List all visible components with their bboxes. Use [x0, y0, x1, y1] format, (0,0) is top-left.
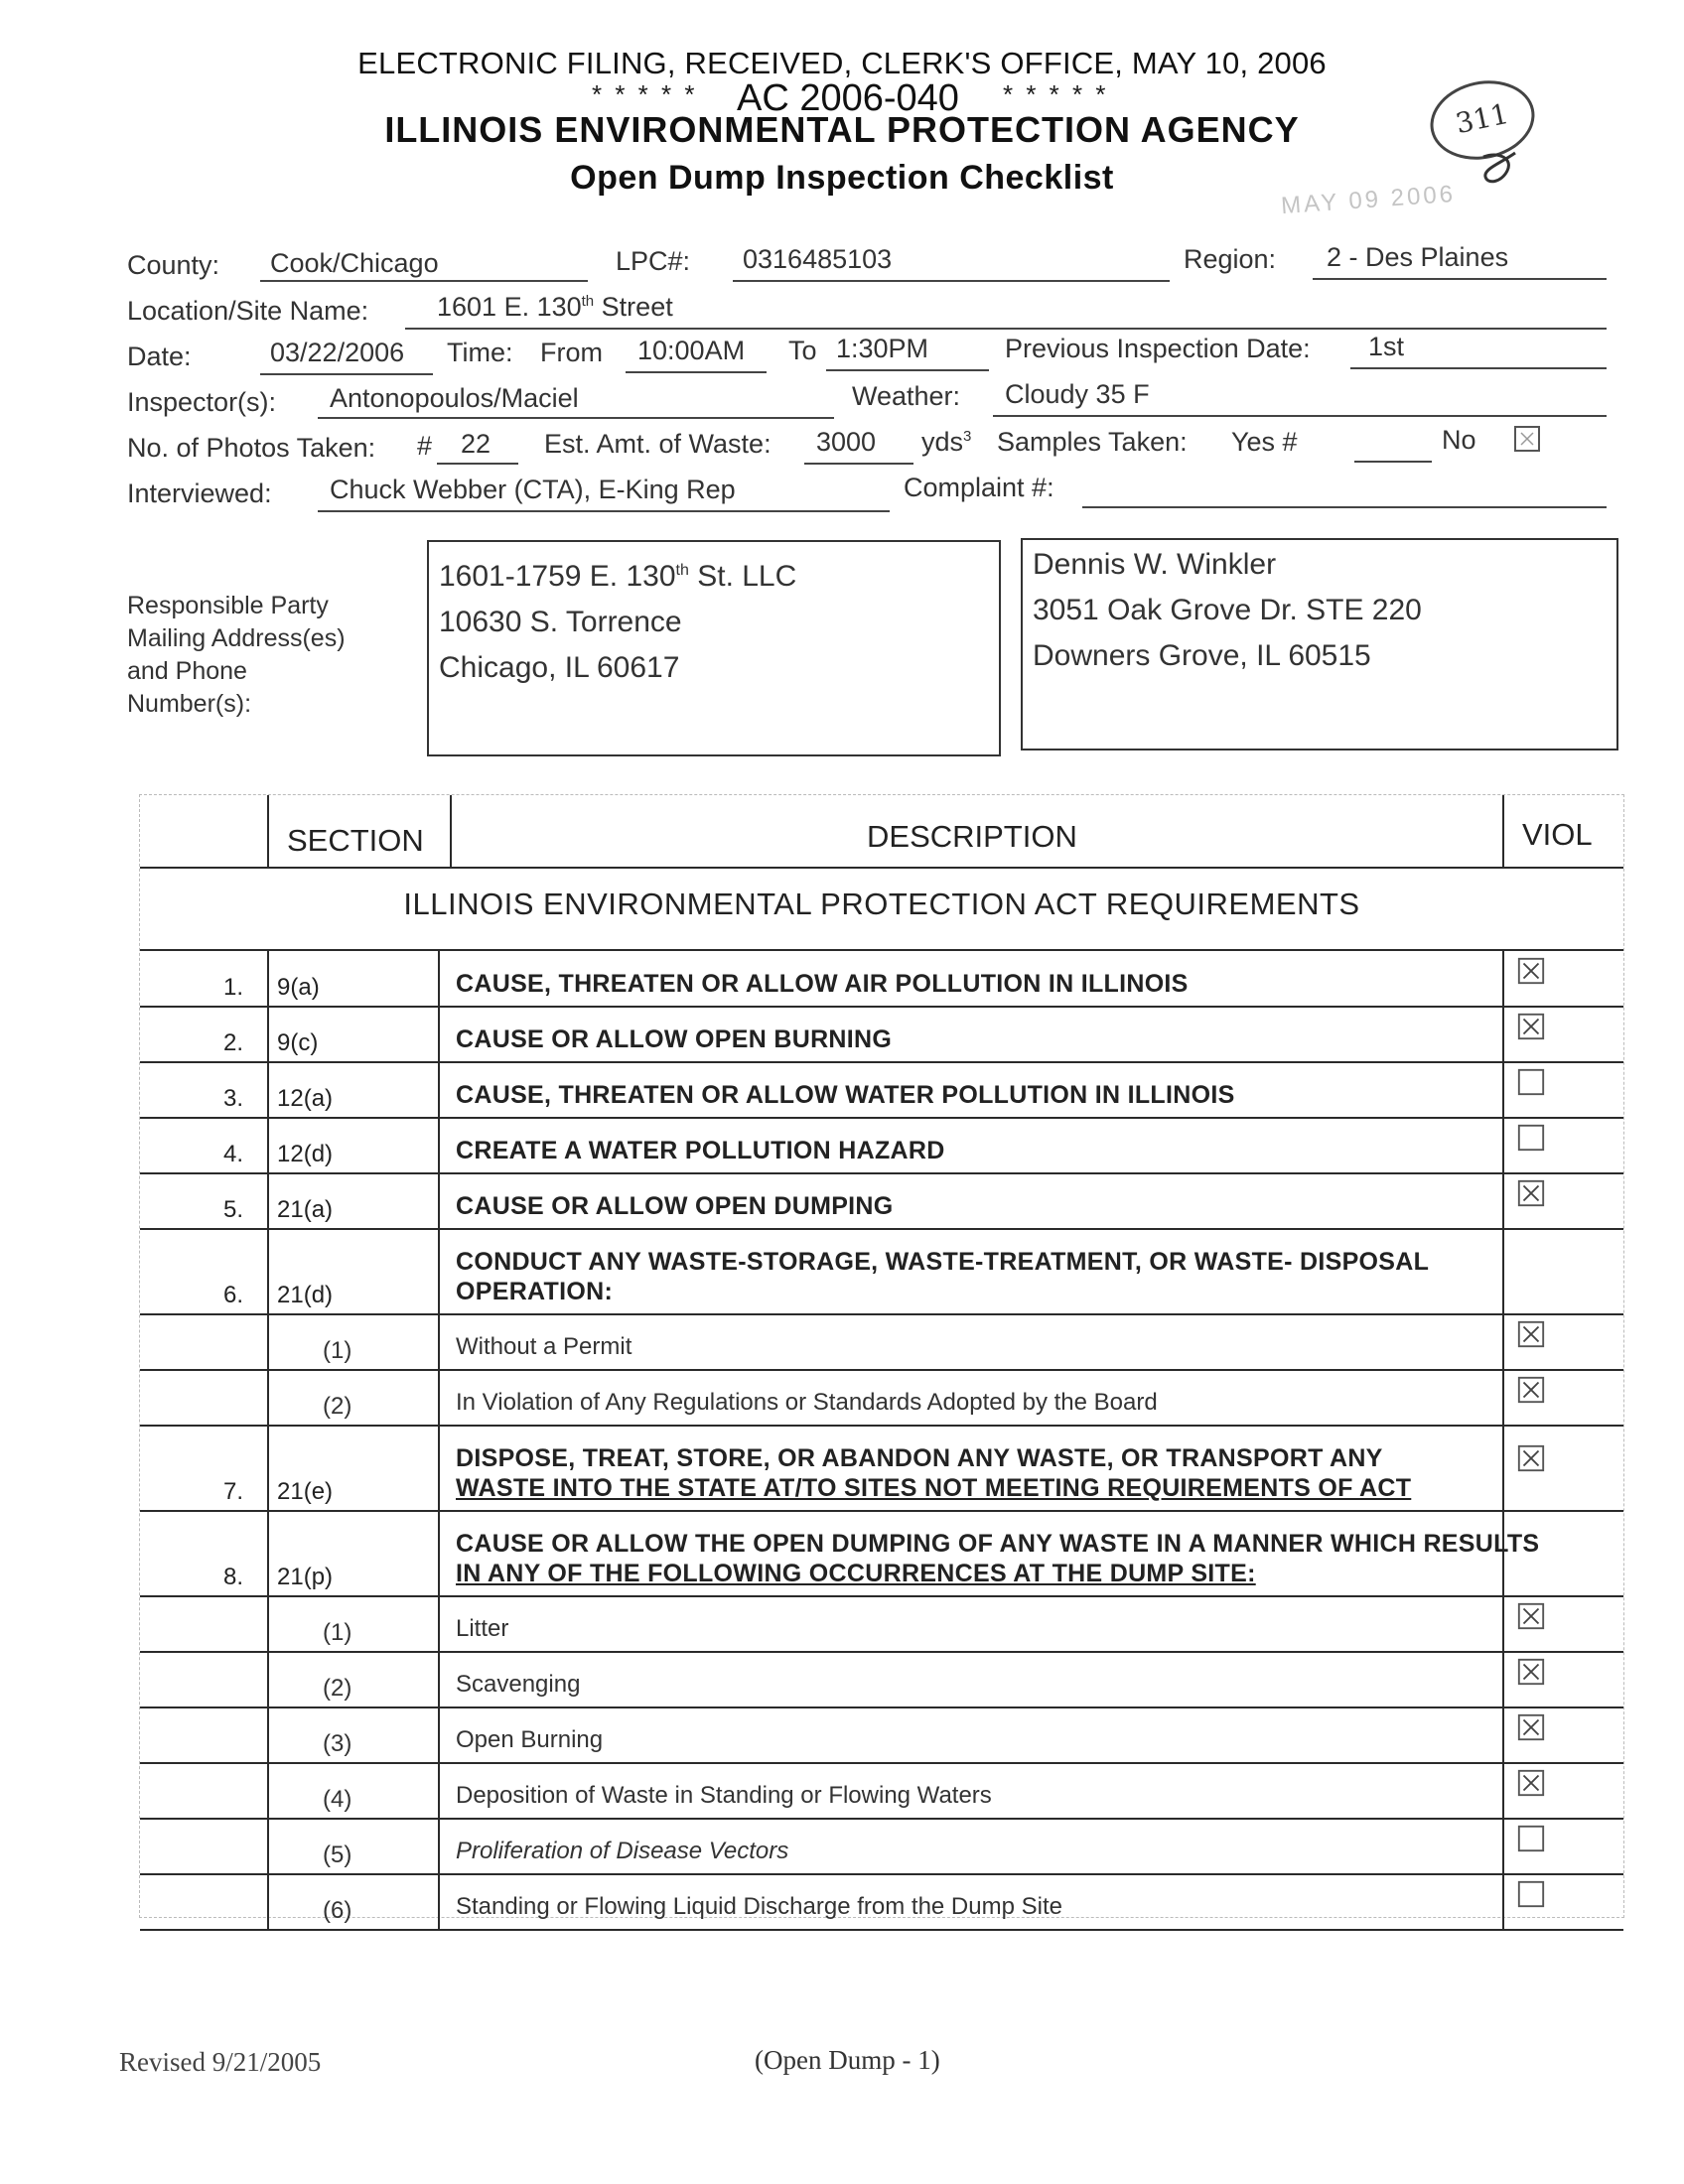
party1-line3: Chicago, IL 60617: [439, 651, 680, 684]
rule: [267, 950, 269, 1006]
stars-right: * * * * *: [1003, 79, 1109, 109]
rule: [267, 1369, 269, 1425]
rule: [267, 1313, 269, 1369]
rule: [438, 1595, 440, 1651]
row-number: 2.: [222, 1029, 243, 1056]
photos-hash: #: [417, 431, 433, 461]
row-description: CAUSE OR ALLOW OPEN DUMPING: [456, 1192, 894, 1220]
rule: [1502, 1706, 1504, 1762]
violation-checkbox-checked[interactable]: [1516, 1443, 1546, 1473]
table-row: [140, 1818, 1623, 1873]
rule: [1502, 1172, 1504, 1228]
lpc-underline: [733, 280, 1170, 282]
received-date-stamp: MAY 09 2006: [1280, 180, 1457, 220]
rule: [438, 1706, 440, 1762]
table-row: [140, 950, 1623, 1006]
row-subsection: (4): [323, 1786, 352, 1813]
location-value: [437, 292, 673, 323]
row-description: Standing or Flowing Liquid Discharge from the Dump Site: [456, 1893, 1062, 1920]
table-row: [140, 1595, 1623, 1651]
revised-date: Revised 9/21/2005: [119, 2047, 322, 2077]
rule: [267, 1510, 269, 1595]
violation-checkbox-checked[interactable]: [1516, 956, 1546, 986]
requirements-table: [139, 794, 1624, 1924]
rule: [267, 1117, 269, 1172]
location-label: Location/Site Name:: [127, 296, 369, 326]
to-label: To: [788, 336, 817, 365]
rule: [1502, 1425, 1504, 1510]
row-section: 21(a): [277, 1196, 334, 1223]
row-description: CAUSE OR ALLOW OPEN BURNING: [456, 1025, 893, 1053]
requirements-group-title: ILLINOIS ENVIRONMENTAL PROTECTION ACT REQUIREMENTS: [403, 887, 1360, 921]
rule: [438, 1818, 440, 1873]
row-number: 5.: [222, 1196, 243, 1223]
lpc-label: LPC#:: [616, 246, 691, 276]
rule: [1502, 950, 1504, 1006]
rule: [267, 1425, 269, 1510]
rp-label-line: Mailing Address(es): [127, 624, 346, 652]
county-label: County:: [127, 250, 220, 280]
table-row: [140, 1510, 1623, 1595]
violation-checkbox-empty[interactable]: [1516, 1123, 1546, 1153]
page-label: (Open Dump - 1): [755, 2045, 940, 2075]
row-description: CREATE A WATER POLLUTION HAZARD: [456, 1137, 945, 1164]
row-section: 9(a): [277, 974, 320, 1001]
stars-left: * * * * *: [592, 79, 698, 109]
table-row: [140, 1172, 1623, 1228]
waste-unit-sup: 3: [963, 428, 972, 445]
rule: [438, 1873, 440, 1929]
weather-underline: [993, 415, 1607, 417]
table-row: [140, 1006, 1623, 1061]
rule: [267, 1172, 269, 1228]
row-description: Deposition of Waste in Standing or Flowing Waters: [456, 1782, 992, 1809]
from-label: From: [540, 338, 603, 367]
samples-no-checkbox[interactable]: [1513, 425, 1541, 453]
table-row: [140, 1313, 1623, 1369]
party1-sup: th: [675, 562, 689, 579]
row-description: Proliferation of Disease Vectors: [456, 1838, 789, 1864]
row-subsection: (1): [323, 1619, 352, 1646]
row-description-line1: CONDUCT ANY WASTE-STORAGE, WASTE-TREATMENT, OR WASTE- DISPOSAL: [456, 1248, 1430, 1276]
col-section-header: SECTION: [287, 823, 424, 858]
col-description-header: DESCRIPTION: [867, 819, 1077, 854]
row-description: In Violation of Any Regulations or Standards Adopted by the Board: [456, 1389, 1158, 1416]
party1-street: 1601-1759 E. 130: [439, 560, 676, 593]
inspectors-underline: [318, 417, 834, 419]
complaint-label: Complaint #:: [904, 473, 1054, 502]
row-section: 9(c): [277, 1029, 319, 1056]
rule: [267, 1595, 269, 1651]
weather-label: Weather:: [852, 381, 961, 411]
inspectors-label: Inspector(s):: [127, 387, 277, 417]
initial-mark-icon: [1479, 149, 1519, 191]
time-from-value: 10:00AM: [637, 336, 746, 365]
rule: [438, 1061, 440, 1117]
row-description-line2: OPERATION:: [456, 1278, 614, 1305]
rule: [438, 1369, 440, 1425]
row-description-line2: IN ANY OF THE FOLLOWING OCCURRENCES AT THE DUMP SITE:: [456, 1560, 1256, 1587]
time-from-underline: [626, 371, 767, 373]
row-number: 3.: [222, 1085, 243, 1112]
previous-inspection-underline: [1350, 367, 1607, 369]
rule: [1502, 795, 1504, 867]
region-label: Region:: [1184, 244, 1277, 274]
table-row: [140, 1117, 1623, 1172]
row-description: Without a Permit: [456, 1333, 632, 1360]
location-suffix: Street: [601, 292, 673, 322]
county-value: Cook/Chicago: [270, 248, 439, 278]
row-description-line1: CAUSE OR ALLOW THE OPEN DUMPING OF ANY WASTE IN A MANNER WHICH RESULTS: [456, 1530, 1540, 1558]
rule: [267, 1818, 269, 1873]
rule: [267, 1762, 269, 1818]
row-description: CAUSE, THREATEN OR ALLOW WATER POLLUTION IN ILLINOIS: [456, 1081, 1235, 1109]
col-viol-header: VIOL: [1522, 817, 1593, 852]
row-number: 7.: [222, 1478, 243, 1505]
responsible-party-box-1: [427, 540, 1001, 756]
row-description: Scavenging: [456, 1671, 581, 1698]
row-description-line1: DISPOSE, TREAT, STORE, OR ABANDON ANY WASTE, OR TRANSPORT ANY: [456, 1444, 1383, 1472]
rule: [267, 1651, 269, 1706]
party1-line2: 10630 S. Torrence: [439, 606, 682, 638]
rule: [438, 1117, 440, 1172]
rule: [1502, 1313, 1504, 1369]
rule: [1502, 1595, 1504, 1651]
waste-unit-text: yds: [921, 427, 964, 457]
photos-label: No. of Photos Taken:: [127, 433, 376, 463]
row-description: CAUSE, THREATEN OR ALLOW AIR POLLUTION IN ILLINOIS: [456, 970, 1189, 998]
interviewed-label: Interviewed:: [127, 478, 272, 508]
row-subsection: (1): [323, 1337, 352, 1364]
violation-checkbox-checked[interactable]: [1516, 1768, 1546, 1798]
date-label: Date:: [127, 341, 192, 371]
samples-yes-underline[interactable]: [1354, 461, 1432, 463]
violation-checkbox-checked[interactable]: [1516, 1012, 1546, 1041]
table-row: [140, 1873, 1623, 1929]
rp-label-line: Responsible Party: [127, 592, 329, 619]
rule: [267, 795, 269, 867]
table-row: [140, 1369, 1623, 1425]
photos-underline: [437, 463, 518, 465]
time-label: Time:: [447, 338, 513, 367]
weather-value: Cloudy 35 F: [1005, 379, 1150, 409]
table-row: [140, 1651, 1623, 1706]
rule: [1502, 1762, 1504, 1818]
row-section: 12(d): [277, 1141, 334, 1167]
case-number: AC 2006-040: [737, 77, 959, 119]
rule: [1502, 1369, 1504, 1425]
row-number: 6.: [222, 1282, 243, 1308]
violation-checkbox-checked[interactable]: [1516, 1178, 1546, 1208]
rp-label-line: Number(s):: [127, 690, 252, 718]
time-to-value: 1:30PM: [836, 334, 929, 363]
rule: [438, 1510, 440, 1595]
waste-underline: [804, 463, 913, 465]
date-underline: [260, 373, 433, 375]
table-row: [140, 1425, 1623, 1510]
county-underline: [260, 280, 588, 282]
samples-no-label: No: [1442, 425, 1476, 455]
rule: [267, 1706, 269, 1762]
previous-inspection-label: Previous Inspection Date:: [1005, 334, 1311, 363]
party2-line1: Dennis W. Winkler: [1033, 548, 1277, 581]
violation-checkbox-empty[interactable]: [1516, 1824, 1546, 1853]
photos-value: 22: [461, 429, 491, 459]
table-row: [140, 1228, 1623, 1313]
location-sup: th: [581, 293, 595, 310]
rule: [1502, 1006, 1504, 1061]
region-underline: [1313, 278, 1607, 280]
row-description-line2: WASTE INTO THE STATE AT/TO SITES NOT MEETING REQUIREMENTS OF ACT: [456, 1474, 1412, 1502]
lpc-value: 0316485103: [743, 244, 893, 274]
row-number: 8.: [222, 1564, 243, 1590]
location-street: 1601 E. 130: [437, 292, 582, 322]
row-subsection: (2): [323, 1393, 352, 1420]
rule: [438, 1425, 440, 1510]
party2-line3: Downers Grove, IL 60515: [1033, 639, 1371, 672]
filing-stamp: ELECTRONIC FILING, RECEIVED, CLERK'S OFFICE, MAY 10, 2006: [357, 46, 1327, 80]
rule: [438, 1006, 440, 1061]
rule: [1502, 1117, 1504, 1172]
party1-suffix: St. LLC: [697, 560, 797, 593]
violation-checkbox-checked[interactable]: [1516, 1657, 1546, 1687]
rp-label-line: and Phone: [127, 657, 247, 685]
party1-line1: [439, 548, 796, 600]
violation-checkbox-checked[interactable]: [1516, 1319, 1546, 1349]
row-subsection: (3): [323, 1730, 352, 1757]
rule: [267, 1228, 269, 1313]
interviewed-value: Chuck Webber (CTA), E-King Rep: [330, 475, 736, 504]
rule: [267, 1006, 269, 1061]
rule: [438, 950, 440, 1006]
waste-label: Est. Amt. of Waste:: [544, 429, 772, 459]
agency-title: ILLINOIS ENVIRONMENTAL PROTECTION AGENCY: [384, 109, 1300, 150]
samples-yes-label: Yes #: [1231, 427, 1298, 457]
rule: [1502, 1873, 1504, 1929]
row-description: Litter: [456, 1615, 509, 1642]
row-section: 12(a): [277, 1085, 334, 1112]
rule: [438, 1172, 440, 1228]
violation-checkbox-empty[interactable]: [1516, 1879, 1546, 1909]
rule: [140, 1929, 1623, 1931]
table-row: [140, 1762, 1623, 1818]
row-description: Open Burning: [456, 1726, 604, 1753]
region-value: 2 - Des Plaines: [1327, 242, 1509, 272]
violation-checkbox-checked[interactable]: [1516, 1712, 1546, 1742]
rule: [1502, 1651, 1504, 1706]
date-value: 03/22/2006: [270, 338, 405, 367]
row-number: 1.: [222, 974, 243, 1001]
rule: [140, 867, 1623, 869]
rule: [1502, 1818, 1504, 1873]
rule: [438, 1228, 440, 1313]
table-row: [140, 1706, 1623, 1762]
rule: [438, 1313, 440, 1369]
waste-unit: [921, 427, 971, 458]
waste-value: 3000: [816, 427, 877, 457]
violation-checkbox-empty[interactable]: [1516, 1067, 1546, 1097]
rule: [438, 1762, 440, 1818]
complaint-underline[interactable]: [1082, 506, 1607, 508]
row-number: 4.: [222, 1141, 243, 1167]
violation-checkbox-checked[interactable]: [1516, 1375, 1546, 1405]
inspectors-value: Antonopoulos/Maciel: [330, 383, 579, 413]
location-underline: [405, 328, 1607, 330]
previous-inspection-value: 1st: [1368, 332, 1405, 361]
interviewed-underline: [318, 510, 890, 512]
row-section: 21(d): [277, 1282, 334, 1308]
party2-line2: 3051 Oak Grove Dr. STE 220: [1033, 594, 1422, 626]
rule: [1502, 1228, 1504, 1313]
form-title: Open Dump Inspection Checklist: [570, 159, 1114, 197]
time-to-underline: [826, 369, 989, 371]
responsible-party-label: [127, 590, 346, 721]
rule: [267, 1873, 269, 1929]
rule: [1502, 1061, 1504, 1117]
row-subsection: (6): [323, 1897, 352, 1924]
row-section: 21(p): [277, 1564, 334, 1590]
row-subsection: (2): [323, 1675, 352, 1702]
violation-checkbox-checked[interactable]: [1516, 1601, 1546, 1631]
rule: [267, 1061, 269, 1117]
row-subsection: (5): [323, 1842, 352, 1868]
rule: [450, 795, 452, 867]
responsible-party-box-2: [1021, 538, 1618, 751]
circled-stamp: 311: [1423, 71, 1542, 169]
rule: [438, 1651, 440, 1706]
samples-label: Samples Taken:: [997, 427, 1188, 457]
row-section: 21(e): [277, 1478, 334, 1505]
table-row: [140, 1061, 1623, 1117]
